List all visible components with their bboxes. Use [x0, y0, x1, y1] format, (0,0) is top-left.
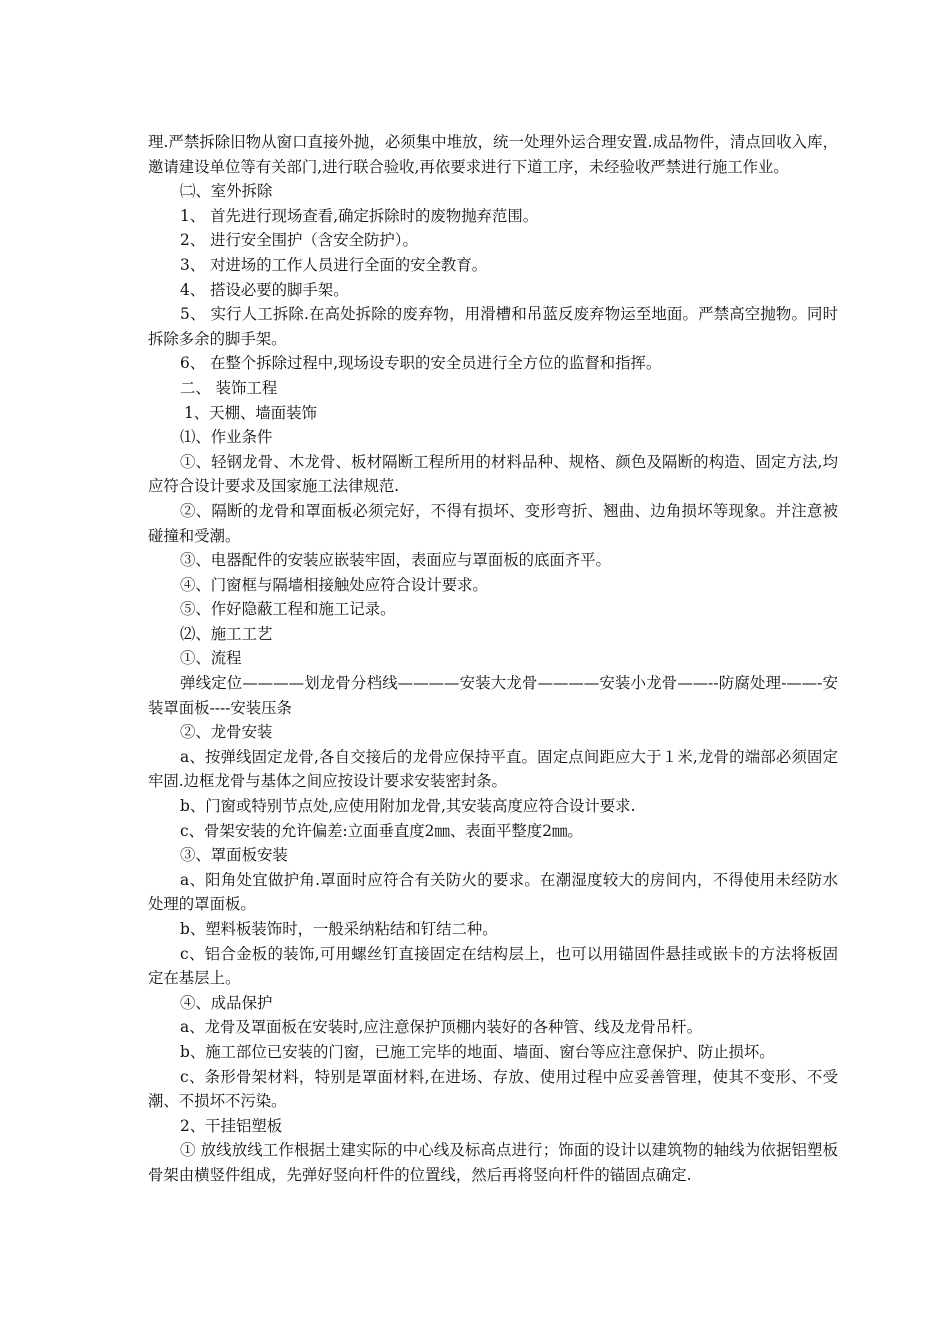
list-item: ① 放线放线工作根据土建实际的中心线及标高点进行；饰面的设计以建筑物的轴线为依据铝塑板骨架由横竖件组成，先弹好竖向杆件的位置线，然后再将竖向杆件的锚固点确定.	[148, 1141, 838, 1184]
list-item: c、条形骨架材料，特别是罩面材料,在进场、存放、使用过程中应妥善管理，使其不变形、不受潮、不损坏不污染。	[148, 1067, 838, 1111]
process-flow: 弹线定位————划龙骨分档线————安装大龙骨————安装小龙骨——--防腐处理-——-安装罩面板----安装压条	[148, 674, 838, 717]
list-item: 1、 首先进行现场查看,确定拆除时的废物抛弃范围。	[180, 206, 539, 225]
list-item: ④、门窗框与隔墙相接触处应符合设计要求。	[180, 575, 488, 594]
list-item: ③、电器配件的安装应嵌装牢固，表面应与罩面板的底面齐平。	[180, 551, 611, 570]
subsection-heading: ⑴、作业条件	[180, 428, 273, 447]
subsection-heading: ②、龙骨安装	[180, 723, 273, 742]
subsection-heading: ③、罩面板安装	[180, 846, 288, 865]
subsection-heading: ④、成品保护	[180, 993, 273, 1012]
list-item: b、施工部位已安装的门窗，已施工完毕的地面、墙面、窗台等应注意保护、防止损坏。	[180, 1042, 775, 1061]
list-item: 5、 实行人工拆除.在高处拆除的废弃物，用滑槽和吊蓝反废弃物运至地面。严禁高空抛物。同时拆除多余的脚手架。	[148, 305, 838, 348]
section-heading: ㈡、室外拆除	[180, 182, 273, 201]
list-item: 2、 进行安全围护（含安全防护）。	[180, 231, 418, 250]
list-item: c、骨架安装的允许偏差:立面垂直度2㎜、表面平整度2㎜。	[180, 821, 583, 840]
section-heading: 二、 装饰工程	[180, 378, 278, 397]
list-item: a、阳角处宜做护角.罩面时应符合有关防火的要求。在潮湿度较大的房间内，不得使用未经防水处理的罩面板。	[148, 870, 838, 914]
subsection-heading: ⑵、施工工艺	[180, 624, 273, 643]
subsection-heading: 2、干挂铝塑板	[180, 1116, 283, 1135]
document-body	[148, 130, 838, 1188]
list-item: 6、 在整个拆除过程中,现场设专职的安全员进行全方位的监督和指挥。	[180, 354, 662, 373]
list-item: ⑤、作好隐蔽工程和施工记录。	[180, 600, 396, 619]
list-item: 3、 对进场的工作人员进行全面的安全教育。	[180, 255, 488, 274]
list-item: ①、轻钢龙骨、木龙骨、板材隔断工程所用的材料品种、规格、颜色及隔断的构造、固定方法,均应符合设计要求及国家施工法律规范.	[148, 452, 838, 496]
subsection-heading: ①、流程	[180, 649, 242, 668]
paragraph: 理.严禁拆除旧物从窗口直接外抛，必须集中堆放，统一处理外运合理安置.成品物件，清点回收入库，邀请建设单位等有关部门,进行联合验收,再依要求进行下道工序，未经验收严禁进行施工作业。	[148, 133, 838, 176]
list-item: ②、隔断的龙骨和罩面板必须完好，不得有损坏、变形弯折、翘曲、边角损坏等现象。并注意被碰撞和受潮。	[148, 501, 838, 545]
list-item: b、门窗或特别节点处,应使用附加龙骨,其安装高度应符合设计要求.	[180, 797, 636, 816]
list-item: c、铝合金板的装饰,可用螺丝钉直接固定在结构层上，也可以用锚固件悬挂或嵌卡的方法将板固定在基层上。	[148, 944, 838, 988]
list-item: a、龙骨及罩面板在安装时,应注意保护顶棚内装好的各种管、线及龙骨吊杆。	[180, 1018, 702, 1037]
list-item: a、按弹线固定龙骨,各自交接后的龙骨应保持平直。固定点间距应大于１米,龙骨的端部必须固定牢固.边框龙骨与基体之间应按设计要求安装密封条。	[148, 747, 838, 791]
list-item: 4、 搭设必要的脚手架。	[180, 280, 349, 299]
subsection-heading: 1、天棚、墙面装饰	[184, 403, 317, 422]
list-item: b、塑料板装饰时，一般采纳粘结和钉结二种。	[180, 920, 498, 938]
